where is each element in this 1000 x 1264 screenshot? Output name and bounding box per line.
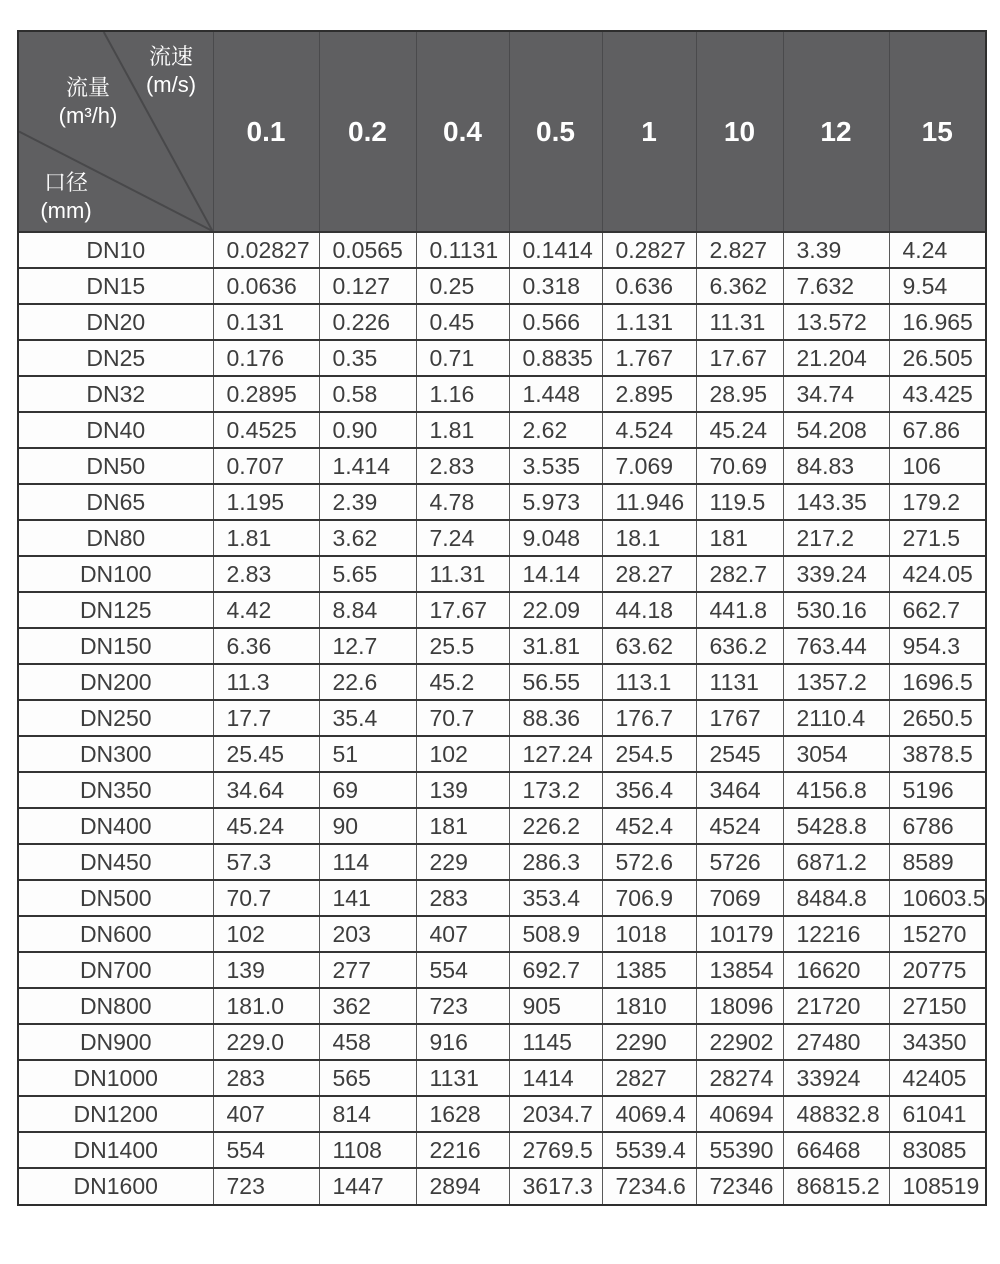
flow-rate-cell: 706.9 [602, 880, 696, 916]
flow-rate-cell: 27150 [889, 988, 985, 1024]
flow-rate-cell: 3617.3 [509, 1168, 602, 1204]
flow-rate-cell: 11.31 [696, 304, 783, 340]
flow-rate-cell: 1.131 [602, 304, 696, 340]
table-row [19, 304, 985, 340]
corner-header-cell [19, 32, 213, 232]
flow-rate-cell: 441.8 [696, 592, 783, 628]
flow-rate-cell: 11.946 [602, 484, 696, 520]
flow-rate-cell: 1696.5 [889, 664, 985, 700]
flow-rate-cell: 0.2895 [213, 376, 319, 412]
flow-rate-cell: 176.7 [602, 700, 696, 736]
table-row [19, 1060, 985, 1096]
pipe-diameter-cell: DN65 [19, 484, 213, 520]
flow-rate-cell: 452.4 [602, 808, 696, 844]
pipe-diameter-cell: DN900 [19, 1024, 213, 1060]
flow-rate-cell: 763.44 [783, 628, 889, 664]
flow-rate-cell: 3.535 [509, 448, 602, 484]
flow-rate-cell: 181.0 [213, 988, 319, 1024]
flow-rate-cell: 34.74 [783, 376, 889, 412]
table-row [19, 916, 985, 952]
flow-rate-cell: 3.62 [319, 520, 416, 556]
flow-rate-cell: 458 [319, 1024, 416, 1060]
flow-rate-cell: 0.318 [509, 268, 602, 304]
flow-rate-cell: 12216 [783, 916, 889, 952]
pipe-diameter-cell: DN25 [19, 340, 213, 376]
flow-rate-cell: 1018 [602, 916, 696, 952]
flow-rate-cell: 22.6 [319, 664, 416, 700]
flow-rate-cell: 5196 [889, 772, 985, 808]
flow-rate-cell: 6.36 [213, 628, 319, 664]
flow-rate-cell: 13854 [696, 952, 783, 988]
flow-rate-cell: 2.827 [696, 232, 783, 268]
table-row [19, 808, 985, 844]
flow-rate-cell: 362 [319, 988, 416, 1024]
pipe-diameter-cell: DN40 [19, 412, 213, 448]
flow-rate-table [19, 32, 985, 1204]
flow-rate-cell: 139 [213, 952, 319, 988]
flow-rate-cell: 70.69 [696, 448, 783, 484]
flow-rate-cell: 0.4525 [213, 412, 319, 448]
flow-rate-cell: 28274 [696, 1060, 783, 1096]
pipe-diameter-cell: DN800 [19, 988, 213, 1024]
flow-rate-cell: 2110.4 [783, 700, 889, 736]
flow-rate-cell: 0.35 [319, 340, 416, 376]
flow-rate-cell: 10603.5 [889, 880, 985, 916]
pipe-diameter-cell: DN250 [19, 700, 213, 736]
pipe-diameter-cell: DN600 [19, 916, 213, 952]
flow-rate-cell: 1.16 [416, 376, 509, 412]
flow-rate-cell: 35.4 [319, 700, 416, 736]
flow-rate-cell: 63.62 [602, 628, 696, 664]
flow-rate-cell: 7069 [696, 880, 783, 916]
table-body [19, 232, 985, 1204]
flow-rate-cell: 286.3 [509, 844, 602, 880]
pipe-diameter-cell: DN1000 [19, 1060, 213, 1096]
flow-rate-cell: 31.81 [509, 628, 602, 664]
flow-rate-cell: 3878.5 [889, 736, 985, 772]
velocity-column-header: 0.5 [509, 32, 602, 232]
velocity-column-header: 12 [783, 32, 889, 232]
flow-rate-cell: 4.78 [416, 484, 509, 520]
velocity-column-header: 0.2 [319, 32, 416, 232]
flow-rate-cell: 5726 [696, 844, 783, 880]
flow-rate-cell: 0.58 [319, 376, 416, 412]
flow-rate-cell: 5.973 [509, 484, 602, 520]
flow-rate-cell: 34350 [889, 1024, 985, 1060]
flow-rate-cell: 283 [213, 1060, 319, 1096]
flow-rate-cell: 25.5 [416, 628, 509, 664]
flow-rate-cell: 508.9 [509, 916, 602, 952]
flow-rate-cell: 407 [416, 916, 509, 952]
flow-rate-cell: 14.14 [509, 556, 602, 592]
flow-rate-cell: 554 [416, 952, 509, 988]
flow-rate-cell: 0.1414 [509, 232, 602, 268]
flow-rate-cell: 4.524 [602, 412, 696, 448]
table-row [19, 484, 985, 520]
flow-rate-cell: 2.895 [602, 376, 696, 412]
flow-rate-cell: 16.965 [889, 304, 985, 340]
flow-rate-cell: 2827 [602, 1060, 696, 1096]
flow-rate-cell: 1628 [416, 1096, 509, 1132]
pipe-diameter-cell: DN150 [19, 628, 213, 664]
table-row [19, 340, 985, 376]
pipe-diameter-cell: DN20 [19, 304, 213, 340]
flow-rate-cell: 339.24 [783, 556, 889, 592]
flow-rate-cell: 83085 [889, 1132, 985, 1168]
flow-rate-cell: 106 [889, 448, 985, 484]
flow-rate-cell: 56.55 [509, 664, 602, 700]
flow-rate-cell: 0.127 [319, 268, 416, 304]
table-row [19, 376, 985, 412]
flow-rate-cell: 70.7 [213, 880, 319, 916]
flow-rate-cell: 139 [416, 772, 509, 808]
flow-rate-cell: 2650.5 [889, 700, 985, 736]
flow-rate-cell: 28.27 [602, 556, 696, 592]
flow-rate-cell: 8589 [889, 844, 985, 880]
flow-rate-cell: 86815.2 [783, 1168, 889, 1204]
flow-rate-cell: 1131 [696, 664, 783, 700]
flow-rate-cell: 1447 [319, 1168, 416, 1204]
table-header [19, 32, 985, 232]
flow-rate-cell: 61041 [889, 1096, 985, 1132]
flow-rate-cell: 22.09 [509, 592, 602, 628]
flow-axis-label [41, 74, 135, 130]
flow-rate-cell: 2216 [416, 1132, 509, 1168]
table-row [19, 664, 985, 700]
table-row [19, 1024, 985, 1060]
flow-rate-cell: 1131 [416, 1060, 509, 1096]
diameter-axis-unit: (mm) [40, 198, 92, 223]
flow-rate-cell: 0.636 [602, 268, 696, 304]
flow-rate-cell: 2.83 [213, 556, 319, 592]
flow-rate-cell: 21720 [783, 988, 889, 1024]
flow-rate-cell: 4.24 [889, 232, 985, 268]
pipe-diameter-cell: DN15 [19, 268, 213, 304]
table-row [19, 772, 985, 808]
flow-rate-cell: 6.362 [696, 268, 783, 304]
flow-rate-cell: 1145 [509, 1024, 602, 1060]
flow-rate-cell: 229.0 [213, 1024, 319, 1060]
flow-rate-cell: 40694 [696, 1096, 783, 1132]
flow-rate-cell: 45.2 [416, 664, 509, 700]
pipe-diameter-cell: DN100 [19, 556, 213, 592]
flow-rate-cell: 2034.7 [509, 1096, 602, 1132]
flow-rate-cell: 48832.8 [783, 1096, 889, 1132]
flow-rate-cell: 21.204 [783, 340, 889, 376]
table-row [19, 952, 985, 988]
flow-rate-cell: 0.1131 [416, 232, 509, 268]
flow-rate-cell: 7234.6 [602, 1168, 696, 1204]
flow-rate-cell: 7.24 [416, 520, 509, 556]
flow-rate-cell: 277 [319, 952, 416, 988]
table-row [19, 1132, 985, 1168]
flow-rate-cell: 181 [416, 808, 509, 844]
flow-rate-cell: 1414 [509, 1060, 602, 1096]
flow-rate-cell: 0.566 [509, 304, 602, 340]
flow-rate-cell: 114 [319, 844, 416, 880]
table-row [19, 700, 985, 736]
flow-rate-cell: 0.0636 [213, 268, 319, 304]
flow-rate-cell: 9.54 [889, 268, 985, 304]
pipe-diameter-cell: DN450 [19, 844, 213, 880]
flow-rate-cell: 572.6 [602, 844, 696, 880]
flow-rate-cell: 17.67 [416, 592, 509, 628]
flow-rate-cell: 72346 [696, 1168, 783, 1204]
flow-rate-cell: 1.81 [416, 412, 509, 448]
pipe-diameter-cell: DN32 [19, 376, 213, 412]
flow-rate-cell: 11.3 [213, 664, 319, 700]
flow-rate-cell: 8484.8 [783, 880, 889, 916]
flow-rate-cell: 530.16 [783, 592, 889, 628]
pipe-diameter-cell: DN200 [19, 664, 213, 700]
flow-rate-cell: 1357.2 [783, 664, 889, 700]
flow-rate-cell: 3.39 [783, 232, 889, 268]
flow-rate-cell: 1.81 [213, 520, 319, 556]
flow-rate-cell: 25.45 [213, 736, 319, 772]
flow-rate-cell: 1810 [602, 988, 696, 1024]
flow-rate-cell: 565 [319, 1060, 416, 1096]
flow-axis-title: 流量 [65, 75, 110, 100]
table-row [19, 520, 985, 556]
diameter-axis-label [23, 169, 109, 225]
flow-rate-cell: 0.0565 [319, 232, 416, 268]
flow-rate-cell: 84.83 [783, 448, 889, 484]
flow-rate-cell: 3054 [783, 736, 889, 772]
pipe-diameter-cell: DN1200 [19, 1096, 213, 1132]
flow-rate-cell: 0.71 [416, 340, 509, 376]
flow-rate-cell: 554 [213, 1132, 319, 1168]
flow-rate-cell: 916 [416, 1024, 509, 1060]
velocity-column-header: 0.1 [213, 32, 319, 232]
table-row [19, 412, 985, 448]
flow-rate-cell: 33924 [783, 1060, 889, 1096]
flow-rate-cell: 7.069 [602, 448, 696, 484]
flow-rate-cell: 90 [319, 808, 416, 844]
pipe-diameter-cell: DN1400 [19, 1132, 213, 1168]
flow-rate-cell: 424.05 [889, 556, 985, 592]
pipe-diameter-cell: DN1600 [19, 1168, 213, 1204]
flow-rate-cell: 141 [319, 880, 416, 916]
flow-rate-cell: 22902 [696, 1024, 783, 1060]
velocity-column-header: 1 [602, 32, 696, 232]
flow-rate-cell: 42405 [889, 1060, 985, 1096]
flow-rate-cell: 102 [213, 916, 319, 952]
flow-rate-cell: 407 [213, 1096, 319, 1132]
flow-rate-cell: 0.8835 [509, 340, 602, 376]
flow-axis-unit: (m³/h) [58, 103, 118, 128]
flow-rate-cell: 69 [319, 772, 416, 808]
flow-rate-cell: 5.65 [319, 556, 416, 592]
flow-rate-cell: 18.1 [602, 520, 696, 556]
velocity-axis-label [131, 43, 211, 99]
flow-rate-cell: 17.7 [213, 700, 319, 736]
flow-rate-cell: 2769.5 [509, 1132, 602, 1168]
table-row [19, 268, 985, 304]
flow-rate-cell: 43.425 [889, 376, 985, 412]
flow-rate-cell: 66468 [783, 1132, 889, 1168]
flow-rate-cell: 254.5 [602, 736, 696, 772]
velocity-axis-unit: (m/s) [145, 72, 197, 97]
flow-rate-cell: 203 [319, 916, 416, 952]
flow-rate-cell: 127.24 [509, 736, 602, 772]
flow-rate-cell: 102 [416, 736, 509, 772]
flow-rate-cell: 636.2 [696, 628, 783, 664]
flow-rate-cell: 27480 [783, 1024, 889, 1060]
flow-rate-cell: 173.2 [509, 772, 602, 808]
pipe-diameter-cell: DN500 [19, 880, 213, 916]
flow-rate-cell: 2.62 [509, 412, 602, 448]
flow-rate-cell: 12.7 [319, 628, 416, 664]
flow-rate-cell: 179.2 [889, 484, 985, 520]
flow-rate-cell: 3464 [696, 772, 783, 808]
flow-rate-cell: 0.176 [213, 340, 319, 376]
flow-rate-cell: 0.02827 [213, 232, 319, 268]
flow-rate-cell: 88.36 [509, 700, 602, 736]
flow-rate-cell: 356.4 [602, 772, 696, 808]
flow-rate-cell: 2290 [602, 1024, 696, 1060]
flow-rate-cell: 55390 [696, 1132, 783, 1168]
flow-rate-cell: 5539.4 [602, 1132, 696, 1168]
flow-rate-cell: 0.131 [213, 304, 319, 340]
table-row [19, 628, 985, 664]
flow-rate-cell: 217.2 [783, 520, 889, 556]
flow-rate-cell: 20775 [889, 952, 985, 988]
flow-rate-cell: 67.86 [889, 412, 985, 448]
flow-rate-cell: 2.39 [319, 484, 416, 520]
flow-rate-cell: 44.18 [602, 592, 696, 628]
flow-rate-cell: 18096 [696, 988, 783, 1024]
flow-rate-cell: 0.2827 [602, 232, 696, 268]
table-row [19, 232, 985, 268]
flow-rate-cell: 4069.4 [602, 1096, 696, 1132]
flow-rate-cell: 34.64 [213, 772, 319, 808]
flow-rate-cell: 7.632 [783, 268, 889, 304]
flow-rate-cell: 692.7 [509, 952, 602, 988]
flow-rate-cell: 119.5 [696, 484, 783, 520]
flow-rate-cell: 1385 [602, 952, 696, 988]
flow-rate-cell: 283 [416, 880, 509, 916]
flow-rate-cell: 4524 [696, 808, 783, 844]
flow-rate-cell: 229 [416, 844, 509, 880]
flow-rate-cell: 4156.8 [783, 772, 889, 808]
flow-rate-cell: 353.4 [509, 880, 602, 916]
flow-rate-cell: 6786 [889, 808, 985, 844]
table-row [19, 592, 985, 628]
flow-rate-cell: 1.448 [509, 376, 602, 412]
table-row [19, 736, 985, 772]
table-row [19, 880, 985, 916]
flow-rate-cell: 1108 [319, 1132, 416, 1168]
flow-rate-cell: 15270 [889, 916, 985, 952]
table-row [19, 844, 985, 880]
flow-rate-cell: 271.5 [889, 520, 985, 556]
flow-velocity-table [17, 30, 987, 1206]
flow-rate-cell: 954.3 [889, 628, 985, 664]
flow-rate-cell: 0.90 [319, 412, 416, 448]
header-row [19, 32, 985, 232]
diameter-axis-title: 口径 [43, 170, 88, 195]
flow-rate-cell: 6871.2 [783, 844, 889, 880]
flow-rate-cell: 2.83 [416, 448, 509, 484]
flow-rate-cell: 113.1 [602, 664, 696, 700]
flow-rate-cell: 45.24 [696, 412, 783, 448]
flow-rate-cell: 1.195 [213, 484, 319, 520]
velocity-column-header: 10 [696, 32, 783, 232]
flow-rate-cell: 26.505 [889, 340, 985, 376]
flow-rate-cell: 1767 [696, 700, 783, 736]
flow-rate-cell: 1.414 [319, 448, 416, 484]
flow-rate-cell: 54.208 [783, 412, 889, 448]
flow-rate-cell: 57.3 [213, 844, 319, 880]
flow-rate-cell: 70.7 [416, 700, 509, 736]
flow-rate-cell: 28.95 [696, 376, 783, 412]
flow-rate-cell: 108519 [889, 1168, 985, 1204]
pipe-diameter-cell: DN10 [19, 232, 213, 268]
flow-rate-cell: 662.7 [889, 592, 985, 628]
flow-rate-cell: 51 [319, 736, 416, 772]
flow-rate-cell: 13.572 [783, 304, 889, 340]
flow-rate-cell: 282.7 [696, 556, 783, 592]
pipe-diameter-cell: DN350 [19, 772, 213, 808]
pipe-diameter-cell: DN50 [19, 448, 213, 484]
flow-rate-cell: 9.048 [509, 520, 602, 556]
flow-rate-cell: 723 [416, 988, 509, 1024]
flow-rate-cell: 4.42 [213, 592, 319, 628]
flow-rate-cell: 17.67 [696, 340, 783, 376]
flow-rate-cell: 226.2 [509, 808, 602, 844]
flow-rate-cell: 143.35 [783, 484, 889, 520]
velocity-column-header: 15 [889, 32, 985, 232]
pipe-diameter-cell: DN80 [19, 520, 213, 556]
flow-rate-cell: 0.25 [416, 268, 509, 304]
flow-rate-cell: 8.84 [319, 592, 416, 628]
flow-rate-cell: 2894 [416, 1168, 509, 1204]
velocity-column-header: 0.4 [416, 32, 509, 232]
flow-rate-cell: 181 [696, 520, 783, 556]
flow-rate-cell: 16620 [783, 952, 889, 988]
pipe-diameter-cell: DN700 [19, 952, 213, 988]
pipe-diameter-cell: DN125 [19, 592, 213, 628]
table-row [19, 1096, 985, 1132]
table-row [19, 1168, 985, 1204]
velocity-axis-title: 流速 [148, 44, 193, 69]
flow-rate-cell: 905 [509, 988, 602, 1024]
pipe-diameter-cell: DN400 [19, 808, 213, 844]
flow-rate-cell: 1.767 [602, 340, 696, 376]
flow-rate-cell: 0.707 [213, 448, 319, 484]
flow-rate-cell: 2545 [696, 736, 783, 772]
flow-rate-cell: 0.226 [319, 304, 416, 340]
table-row [19, 556, 985, 592]
flow-rate-cell: 45.24 [213, 808, 319, 844]
flow-rate-cell: 723 [213, 1168, 319, 1204]
flow-rate-cell: 0.45 [416, 304, 509, 340]
pipe-diameter-cell: DN300 [19, 736, 213, 772]
flow-rate-cell: 10179 [696, 916, 783, 952]
table-row [19, 988, 985, 1024]
flow-rate-cell: 5428.8 [783, 808, 889, 844]
flow-rate-cell: 11.31 [416, 556, 509, 592]
flow-rate-cell: 814 [319, 1096, 416, 1132]
table-row [19, 448, 985, 484]
